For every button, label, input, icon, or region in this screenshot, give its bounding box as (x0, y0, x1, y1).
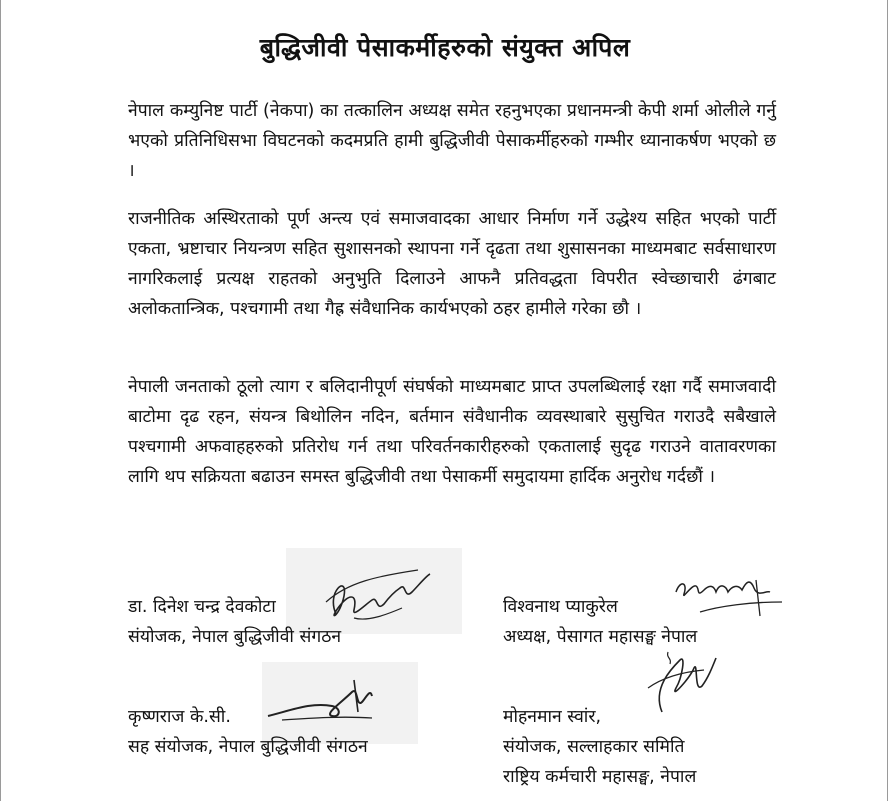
signatory-role-2: राष्ट्रिय कर्मचारी महासङ्घ, नेपाल (503, 767, 697, 787)
signatory-name: कृष्णराज के.सी. (128, 707, 231, 727)
signatory-name: मोहनमान स्वांर, (503, 707, 602, 727)
signatory-role: संयोजक, सल्लाहकार समिति (503, 737, 685, 757)
paragraph-1: नेपाल कम्युनिष्ट पार्टी (नेकपा) का तत्कालिन अध्यक्ष समेत रहनुभएका प्रधानमन्त्री केपी शर्मा ओलीले गर्नु भएको प्रतिनिधिसभा विघटनको कदमप्रति हामी बुद्धिजीवी पेसाकर्मीहरुको गम्भीर ध्यानाकर्षण भएको छ । (128, 101, 776, 181)
signatory-4 (503, 702, 696, 792)
paragraph-2: राजनीतिक अस्थिरताको पूर्ण अन्त्य एवं समाजवादका आधार निर्माण गर्ने उद्धेश्य सहित भएको पार्टी एकता, भ्रष्टाचार नियन्त्रण सहित सुशासनको स्थापना गर्ने दृढता तथा शुसासनका माध्यमबाट सर्वसाधारण नागरिकलाई प्रत्यक्ष राहतको अनुभुति दिलाउने आफनै प्रतिवद्धता विपरीत स्वेच्छाचारी ढंगबाट अलोकतान्त्रिक, पश्चगामी तथा गैह्र संवैधानिक कार्यभएको ठहर हामीले गरेका छौ । (128, 209, 776, 319)
signatory-name: विश्वनाथ प्याकुरेल (503, 597, 618, 617)
signatory-role: अध्यक्ष, पेसागत महासङ्घ नेपाल (503, 627, 698, 647)
signatory-role: सह संयोजक, नेपाल बुद्धिजीवी संगठन (128, 737, 368, 757)
signatory-2 (503, 592, 697, 652)
paragraph-3: नेपाली जनताको ठूलो त्याग र बलिदानीपूर्ण संघर्षको माध्यमबाट प्राप्त उपलब्धिलाई रक्षा गर्दै समाजवादी बाटोमा दृढ रहन, संयन्त्र बिथोलिन नदिन, बर्तमान संवैधानीक व्यवस्थाबारे सुसुचित गराउदै सबैखाले पश्चगामी अफवाहहरुको प्रतिरोध गर्न तथा परिवर्तनकारीहरुको एकतालाई सुदृढ गराउने वातावरणका लागि थप सक्रियता बढाउन समस्त बुद्धिजीवी तथा पेसाकर्मी समुदायमा हार्दिक अनुरोध गर्दछौं । (128, 377, 776, 487)
document-title: बुद्धिजीवी पेसाकर्मीहरुको संयुक्त अपिल (259, 33, 631, 62)
signatory-role: संयोजक, नेपाल बुद्धिजीवी संगठन (128, 627, 342, 647)
signatory-name: डा. दिनेश चन्द्र देवकोटा (128, 597, 276, 617)
signatory-3 (128, 702, 368, 762)
signatory-1 (128, 592, 341, 652)
